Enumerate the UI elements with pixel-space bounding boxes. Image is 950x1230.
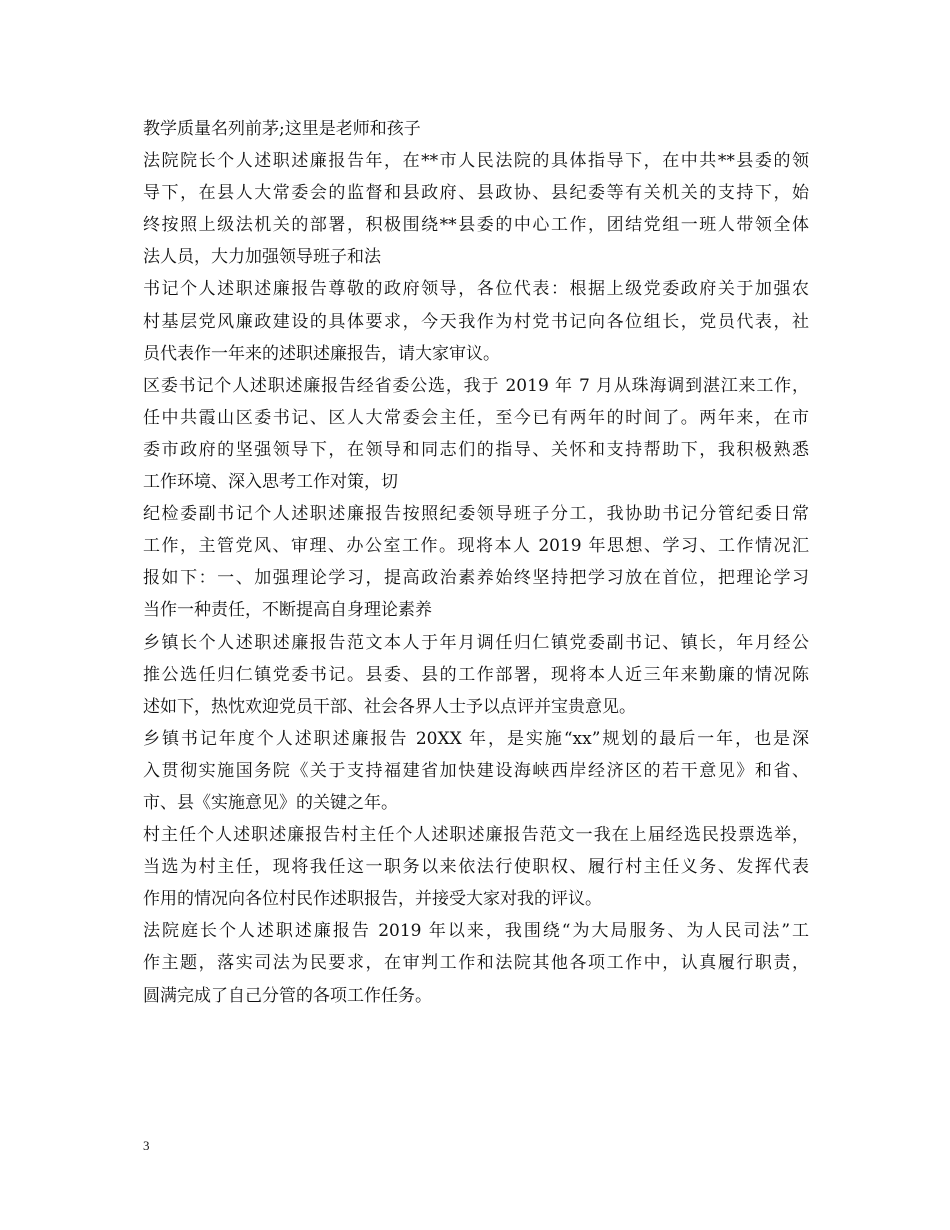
text-line: 法人员，大力加强领导班子和法	[143, 247, 381, 268]
text-line: 终按照上级法机关的部署，积极围绕**县委的中心工作，团结党组一班人带领全体	[143, 215, 809, 236]
text-line: 当选为村主任，现将我任这一职务以来依法行使职权、履行村主任义务、发挥代表	[143, 857, 809, 878]
text-line: 委市政府的坚强领导下，在领导和同志们的指导、关怀和支持帮助下，我积极熟悉	[143, 439, 809, 460]
text-line: 任中共霞山区委书记、区人大常委会主任，至今已有两年的时间了。两年来，在市	[143, 407, 809, 428]
text-line: 市、县《实施意见》的关键之年。	[143, 792, 398, 813]
text-line: 工作环境、深入思考工作对策，切	[143, 472, 398, 493]
text-line: 圆满完成了自己分管的各项工作任务。	[143, 985, 432, 1006]
text-line: 员代表作一年来的述职述廉报告，请大家审议。	[143, 343, 500, 364]
text-line: 村基层党风廉政建设的具体要求，今天我作为村党书记向各位组长，党员代表，社	[143, 311, 809, 332]
text-line: 述如下，热忱欢迎党员干部、社会各界人士予以点评并宝贵意见。	[143, 696, 636, 717]
text-line: 入贯彻实施国务院《关于支持福建省加快建设海峡西岸经济区的若干意见》和省、	[143, 760, 809, 781]
document-body	[143, 113, 809, 1012]
text-line: 区委书记个人述职述廉报告经省委公选，我于 2019 年 7 月从珠海调到湛江来工作，	[143, 375, 809, 396]
text-line: 乡镇长个人述职述廉报告范文本人于年月调任归仁镇党委副书记、镇长，年月经公	[143, 632, 809, 653]
text-line: 村主任个人述职述廉报告村主任个人述职述廉报告范文一我在上届经选民投票选举，	[143, 825, 809, 846]
text-line: 推公选任归仁镇党委书记。县委、县的工作部署，现将本人近三年来勤廉的情况陈	[143, 664, 809, 685]
text-line: 乡镇书记年度个人述职述廉报告 20XX 年，是实施“xx”规划的最后一年，也是深	[143, 728, 809, 749]
text-line: 纪检委副书记个人述职述廉报告按照纪委领导班子分工，我协助书记分管纪委日常	[143, 504, 809, 525]
page-number: 3	[143, 1138, 150, 1153]
text-line: 法院庭长个人述职述廉报告 2019 年以来，我围绕“为大局服务、为人民司法”工	[143, 921, 809, 942]
text-line: 导下，在县人大常委会的监督和县政府、县政协、县纪委等有关机关的支持下，始	[143, 183, 809, 204]
text-line: 教学质量名列前茅;这里是老师和孩子	[143, 119, 421, 139]
text-line: 书记个人述职述廉报告尊敬的政府领导，各位代表：根据上级党委政府关于加强农	[143, 279, 809, 300]
text-line: 作用的情况向各位村民作述职报告，并接受大家对我的评议。	[143, 889, 602, 910]
text-line: 工作，主管党风、审理、办公室工作。现将本人 2019 年思想、学习、工作情况汇	[143, 536, 809, 557]
text-line: 作主题，落实司法为民要求，在审判工作和法院其他各项工作中，认真履行职责，	[143, 953, 809, 974]
text-line: 报如下：一、加强理论学习，提高政治素养始终坚持把学习放在首位，把理论学习	[143, 568, 809, 589]
text-line: 当作一种责任，不断提高自身理论素养	[143, 600, 432, 621]
text-line: 法院院长个人述职述廉报告年，在**市人民法院的具体指导下，在中共**县委的领	[143, 151, 809, 172]
